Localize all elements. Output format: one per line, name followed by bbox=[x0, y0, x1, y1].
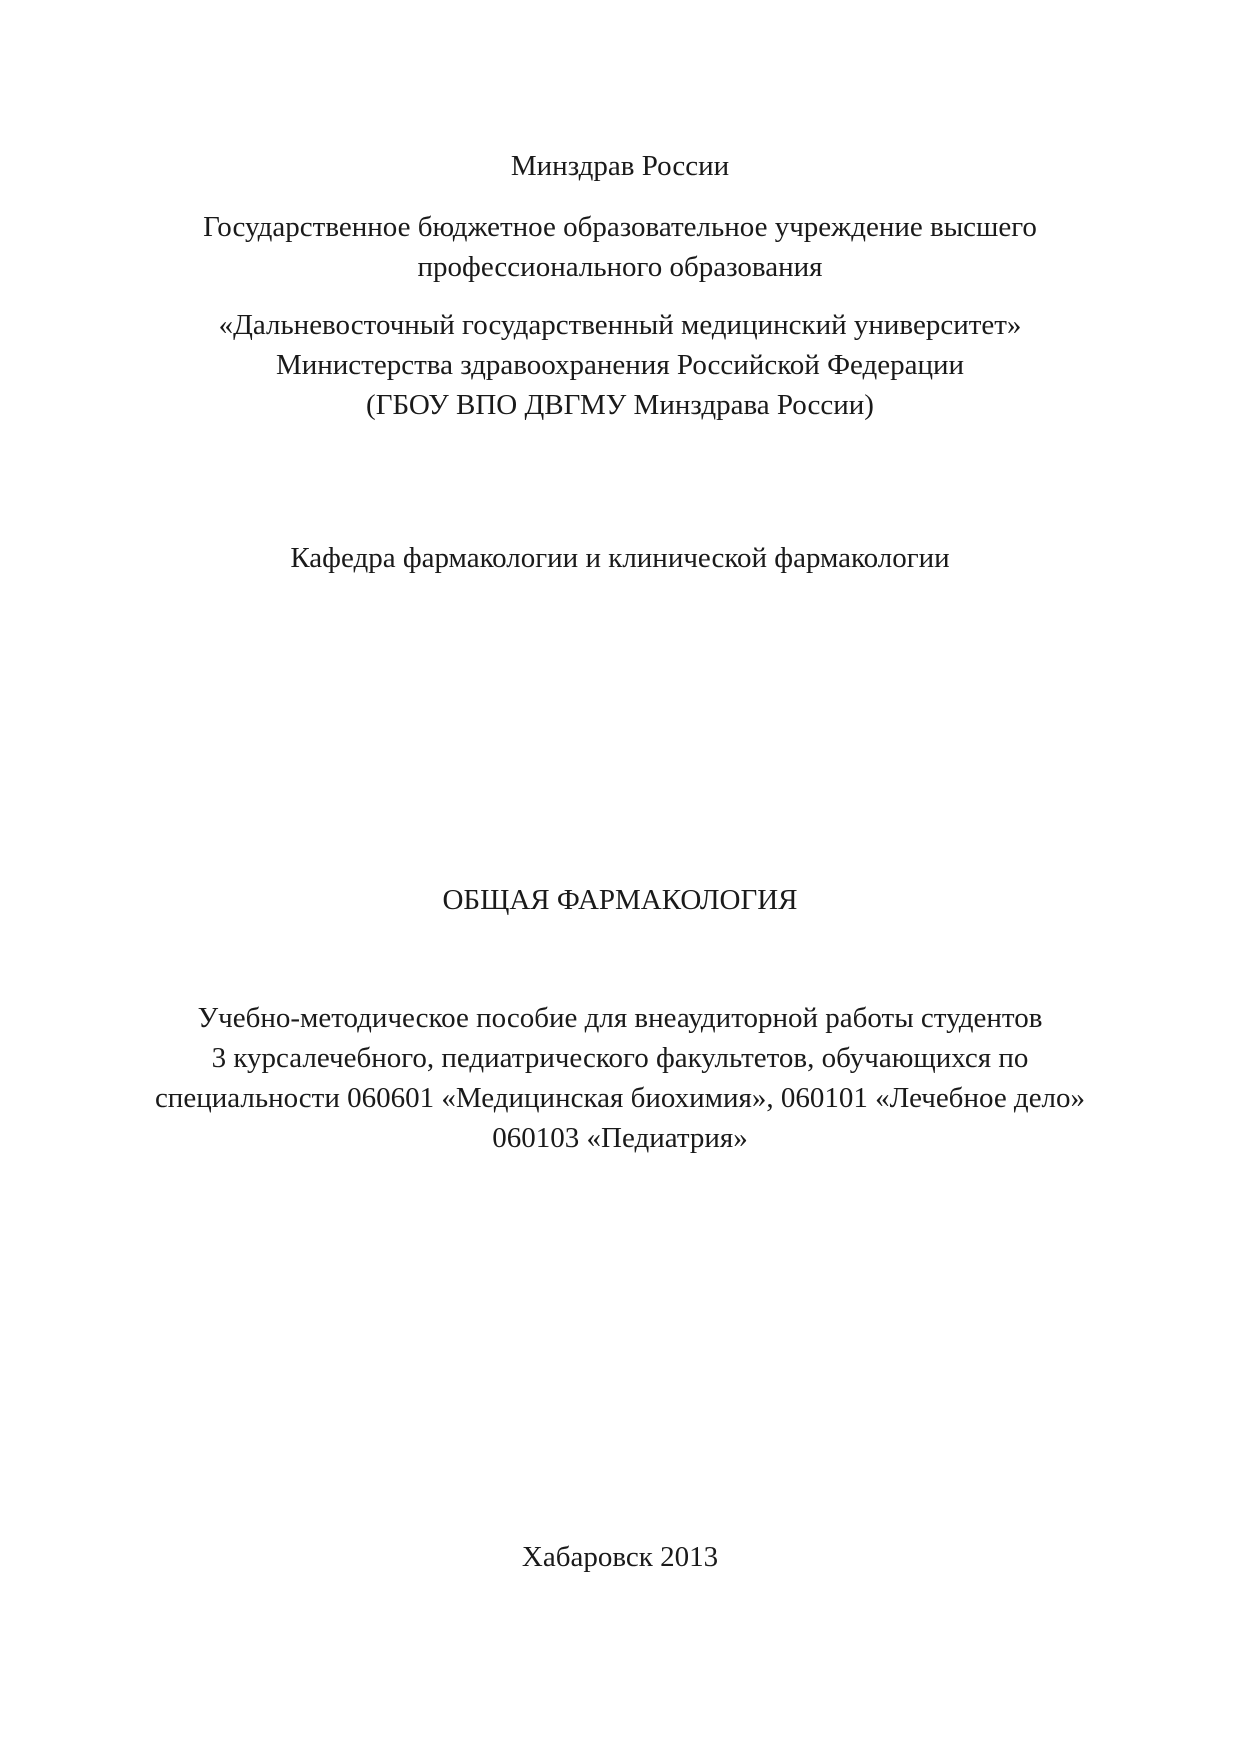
ministry-line: Минздрав России bbox=[510, 150, 730, 182]
university-line-3: (ГБОУ ВПО ДВГМУ Минздрава России) bbox=[366, 389, 874, 421]
subtitle-line-2: 3 курсалечебного, педиатрического факультетов, обучающихся по bbox=[211, 1042, 1029, 1074]
department-heading bbox=[0, 538, 1240, 578]
university-line-1: «Дальневосточный государственный медицинский университет» bbox=[218, 309, 1022, 341]
title-line: ОБЩАЯ ФАРМАКОЛОГИЯ bbox=[442, 884, 798, 916]
university-heading bbox=[0, 305, 1240, 425]
city-year bbox=[0, 1537, 1240, 1577]
university-line-2: Министерства здравоохранения Российской Федерации bbox=[275, 349, 965, 381]
subtitle-line-3: специальности 060601 «Медицинская биохимия», 060101 «Лечебное дело» bbox=[154, 1082, 1086, 1114]
city-year-line: Хабаровск 2013 bbox=[521, 1541, 719, 1573]
ministry-heading bbox=[0, 146, 1240, 186]
subtitle-line-1: Учебно-методическое пособие для внеаудиторной работы студентов bbox=[197, 1002, 1043, 1034]
institution-heading bbox=[0, 207, 1240, 287]
institution-line-1: Государственное бюджетное образовательное учреждение высшего bbox=[203, 211, 1037, 243]
document-subtitle bbox=[0, 998, 1240, 1158]
subtitle-line-4: 060103 «Педиатрия» bbox=[492, 1122, 748, 1154]
institution-line-2: профессионального образования bbox=[417, 251, 823, 283]
document-title bbox=[0, 880, 1240, 920]
department-line: Кафедра фармакологии и клинической фармакологии bbox=[290, 542, 950, 574]
